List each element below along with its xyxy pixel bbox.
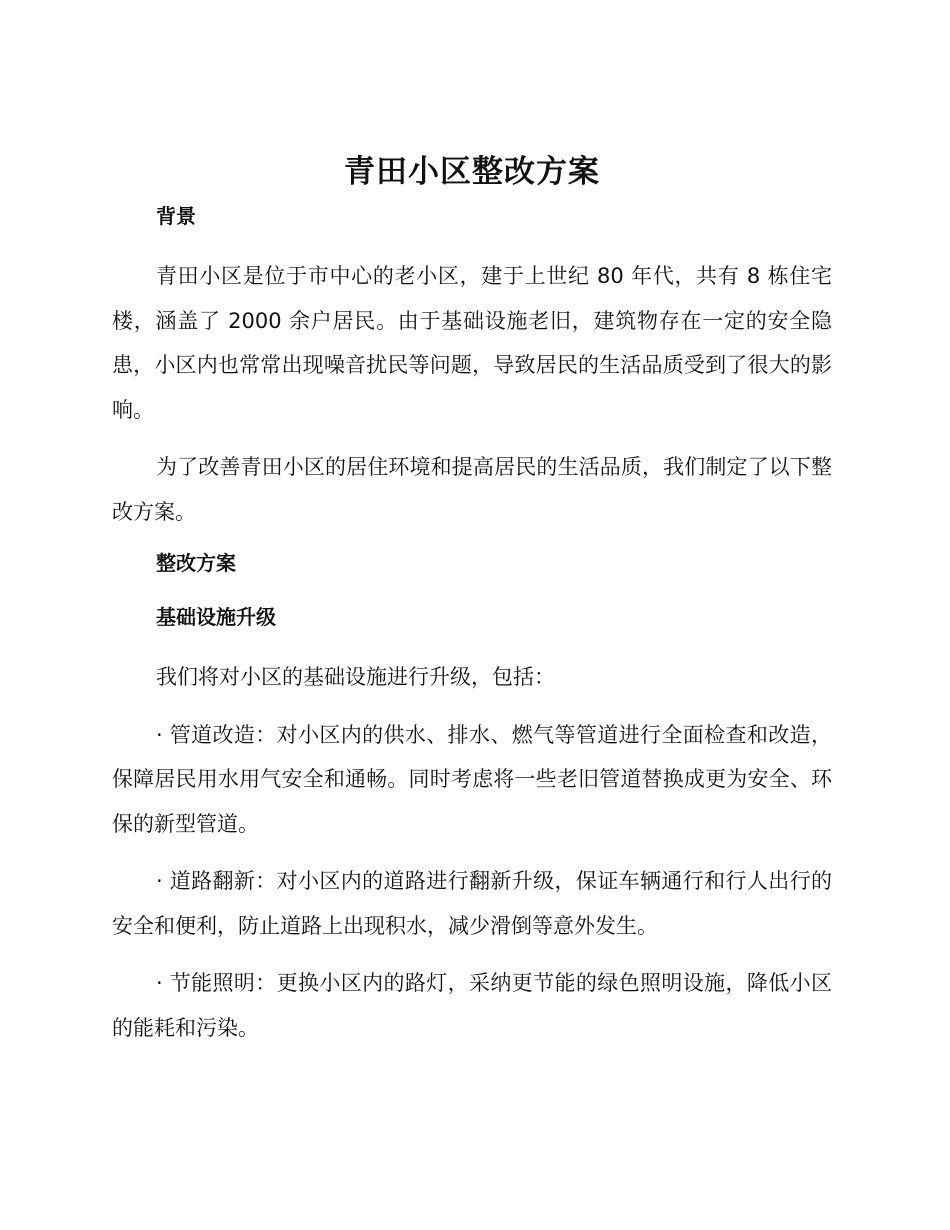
document-page [112, 150, 832, 1063]
document-title: 青田小区整改方案 [344, 154, 600, 190]
background-paragraph-1: 青田小区是位于市中心的老小区，建于上世纪 80 年代，共有 8 栋住宅楼，涵盖了 2000 余户居民。由于基础设施老旧，建筑物存在一定的安全隐患，小区内也常常出现噪音扰民等问题，导致居民的生活品质受到了很大的影响。 [112, 264, 832, 422]
list-item-road-renovation: · 道路翻新：对小区内的道路进行翻新升级，保证车辆通行和行人出行的安全和便利，防止道路上出现积水，减少滑倒等意外发生。 [112, 869, 832, 938]
background-heading: 背景 [156, 204, 196, 228]
background-paragraph-2: 为了改善青田小区的居住环境和提高居民的生活品质，我们制定了以下整改方案。 [112, 455, 832, 524]
list-item-energy-lighting: · 节能照明：更换小区内的路灯，采纳更节能的绿色照明设施，降低小区的能耗和污染。 [112, 971, 832, 1040]
infrastructure-heading: 基础设施升级 [156, 605, 276, 629]
list-item-pipe-renovation: · 管道改造：对小区内的供水、排水、燃气等管道进行全面检查和改造，保障居民用水用气安全和通畅。同时考虑将一些老旧管道替换成更为安全、环保的新型管道。 [112, 722, 832, 836]
plan-heading: 整改方案 [156, 551, 236, 575]
infrastructure-intro: 我们将对小区的基础设施进行升级，包括： [156, 665, 555, 689]
